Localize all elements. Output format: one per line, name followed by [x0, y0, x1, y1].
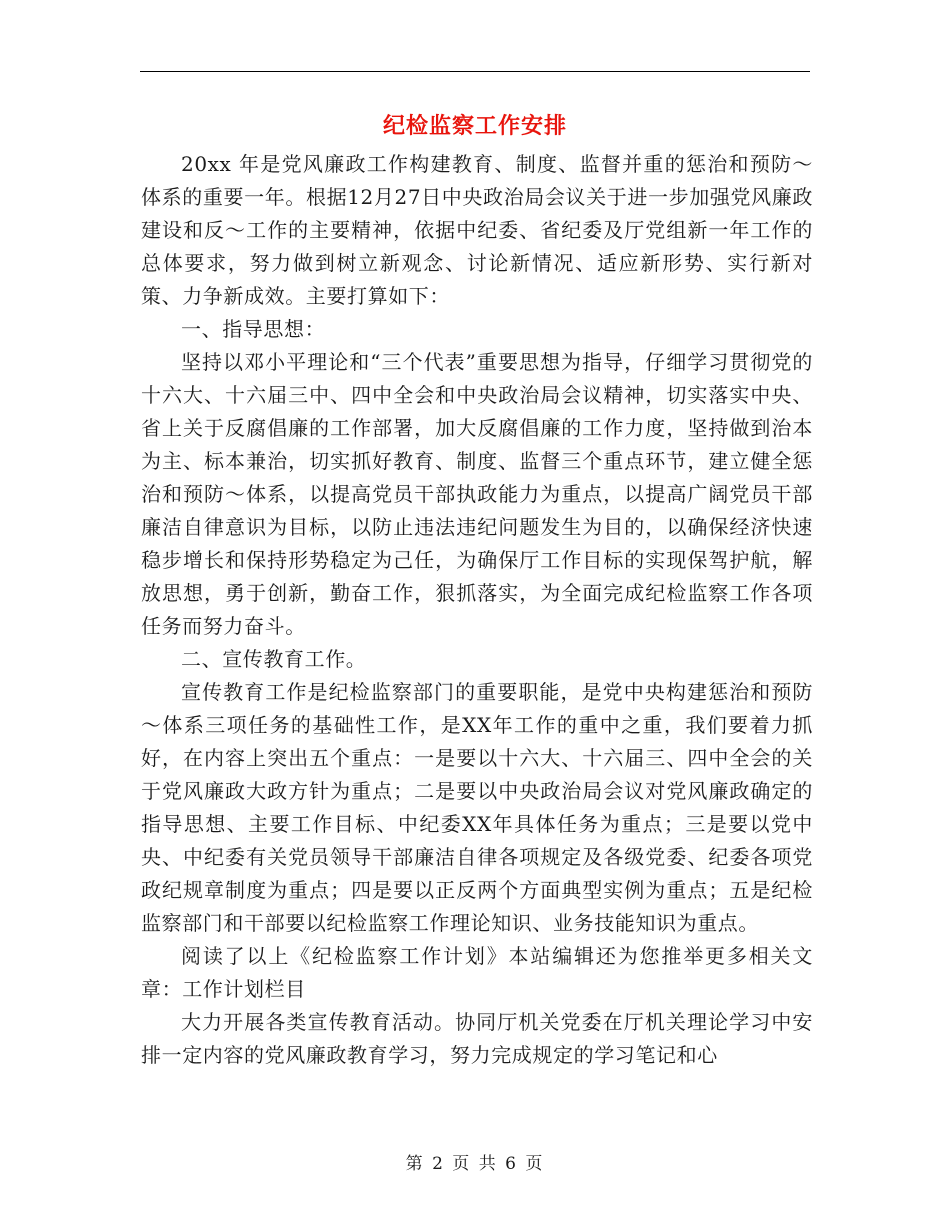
- section-heading-guiding-thought: 一、指导思想：: [181, 317, 326, 341]
- page-number-footer: 第 2 页 共 6 页: [405, 1154, 545, 1174]
- document-title: 纪检监察工作安排: [382, 113, 567, 139]
- paragraph-related-articles: 阅读了以上《纪检监察工作计划》本站编辑还为您推举更多相关文章：工作计划栏目: [141, 944, 813, 1001]
- paragraph-activities: 大力开展各类宣传教育活动。协同厅机关党委在厅机关理论学习中安排一定内容的党风廉政教育学习，努力完成规定的学习笔记和心: [141, 1010, 813, 1067]
- document-body: [141, 148, 813, 1072]
- paragraph-guiding-thought: 坚持以邓小平理论和“三个代表”重要思想为指导，仔细学习贯彻党的十六大、十六届三中、四中全会和中央政治局会议精神，切实落实中央、省上关于反腐倡廉的工作部署，加大反腐倡廉的工作力度，坚持做到治本为主、标本兼治，切实抓好教育、制度、监督三个重点环节，建立健全惩治和预防～体系，以提高党员干部执政能力为重点，以提高广阔党员干部廉洁自律意识为目标，以防止违法违纪问题发生为目的，以确保经济快速稳步增长和保持形势稳定为己任，为确保厅工作目标的实现保驾护航，解放思想，勇于创新，勤奋工作，狠抓落实，为全面完成纪检监察工作各项任务而努力奋斗。: [141, 350, 813, 638]
- paragraph-publicity-education: 宣传教育工作是纪检监察部门的重要职能，是党中央构建惩治和预防～体系三项任务的基础性工作，是XX年工作的重中之重，我们要着力抓好，在内容上突出五个重点：一是要以十六大、十六届三、四中全会的关于党风廉政大政方针为重点；二是要以中央政治局会议对党风廉政确定的指导思想、主要工作目标、中纪委XX年具体任务为重点；三是要以党中央、中纪委有关党员领导干部廉洁自律各项规定及各级党委、纪委各项党政纪规章制度为重点；四是要以正反两个方面典型实例为重点；五是纪检监察部门和干部要以纪检监察工作理论知识、业务技能知识为重点。: [141, 680, 813, 935]
- paragraph-intro: 20xx 年是党风廉政工作构建教育、制度、监督并重的惩治和预防～体系的重要一年。根据12月27日中央政治局会议关于进一步加强党风廉政建设和反～工作的主要精神，依据中纪委、省纪委及厅党组新一年工作的总体要求，努力做到树立新观念、讨论新情况、适应新形势、实行新对策、力争新成效。主要打算如下：: [141, 152, 813, 308]
- section-heading-publicity-education: 二、宣传教育工作。: [181, 647, 367, 671]
- header-rule: [140, 71, 810, 72]
